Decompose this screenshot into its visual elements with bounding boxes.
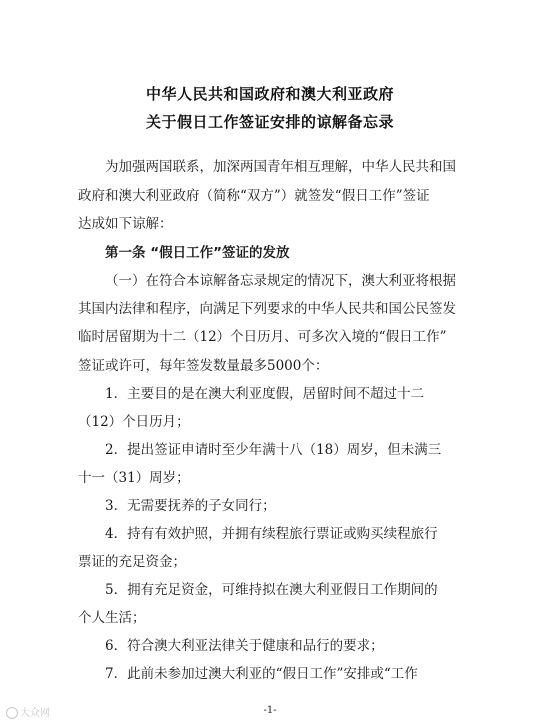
paragraph-line: 临时居留期为十二（12）个日历月、可多次入境的“假日工作”: [78, 329, 447, 345]
paragraph-line: 达成如下谅解：: [78, 216, 173, 232]
paragraph-line: 签证或许可，每年签发数量最多5000个：: [78, 358, 329, 374]
list-item: 5．拥有充足资金，可维持拟在澳大利亚假日工作期间的: [105, 582, 438, 598]
list-item-continuation: 十一（31）周岁；: [78, 470, 190, 486]
list-item-continuation: （12）个日历月；: [78, 414, 190, 430]
list-item: 4．持有有效护照，并拥有续程旅行票证或购买续程旅行: [105, 526, 438, 542]
paragraph-line: 政府和澳大利亚政府（简称“双方”）就签发“假日工作”签证: [78, 188, 430, 204]
paragraph-line: 其国内法律和程序，向满足下列要求的中华人民共和国公民签发: [78, 301, 456, 317]
list-item: 2．提出签证申请时至少年满十八（18）周岁，但未满三: [105, 442, 442, 458]
title-line-1: 中华人民共和国政府和澳大利亚政府: [145, 85, 394, 103]
list-item: 1．主要目的是在澳大利亚度假，居留时间不超过十二: [105, 386, 425, 402]
paragraph-line: （一）在符合本谅解备忘录规定的情况下，澳大利亚将根据: [105, 273, 456, 289]
article-heading: 第一条 “假日工作”签证的发放: [105, 245, 290, 261]
list-item: 6．符合澳大利亚法律关于健康和品行的要求；: [105, 638, 384, 654]
page-number: -1-: [263, 705, 277, 716]
paragraph-line: 为加强两国联系，加深两国青年相互理解，中华人民共和国: [105, 159, 456, 175]
list-item-continuation: 票证的充足资金；: [78, 554, 186, 570]
list-item: 3．无需要抚养的子女同行；: [105, 498, 276, 514]
watermark-text: 大众网: [20, 708, 50, 719]
list-item-continuation: 个人生活；: [78, 610, 146, 626]
list-item: 7．此前未参加过澳大利亚的“假日工作”安排或“工作: [105, 666, 418, 682]
title-line-2: 关于假日工作签证安排的谅解备忘录: [145, 113, 394, 131]
